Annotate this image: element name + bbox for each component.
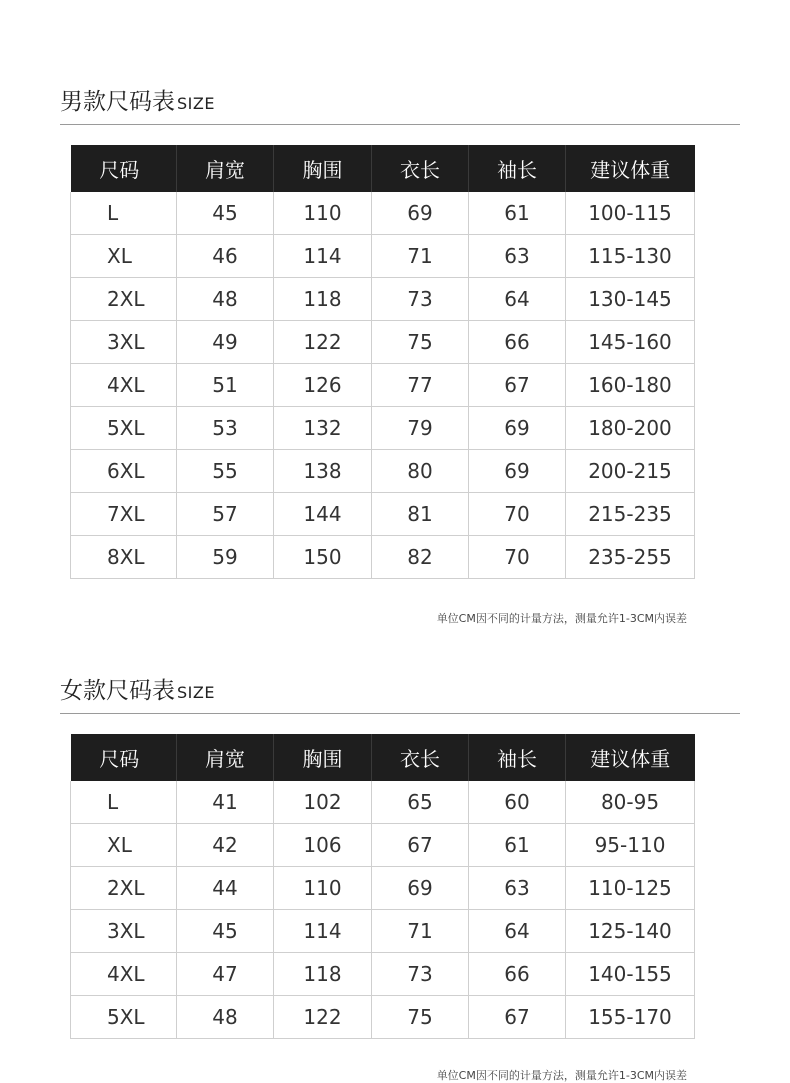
measurement-cell: 73 xyxy=(372,953,469,996)
measurement-cell: 79 xyxy=(372,407,469,450)
measurement-cell: 69 xyxy=(372,192,469,235)
measurement-cell: 130-145 xyxy=(566,278,695,321)
measurement-cell: 55 xyxy=(177,450,274,493)
size-label-cell: L xyxy=(71,781,177,824)
measurement-cell: 75 xyxy=(372,996,469,1039)
size-label-cell: L xyxy=(71,192,177,235)
column-header: 衣长 xyxy=(372,734,469,781)
measurement-cell: 69 xyxy=(469,407,566,450)
table-row xyxy=(71,996,695,1039)
measurement-cell: 200-215 xyxy=(566,450,695,493)
measurement-cell: 67 xyxy=(469,364,566,407)
size-label-cell: XL xyxy=(71,235,177,278)
size-label-cell: 4XL xyxy=(71,953,177,996)
table-row xyxy=(71,407,695,450)
size-label-cell: 2XL xyxy=(71,867,177,910)
measurement-cell: 46 xyxy=(177,235,274,278)
women-title-divider xyxy=(60,713,740,714)
size-label-cell: 8XL xyxy=(71,536,177,579)
column-header: 建议体重 xyxy=(566,145,695,192)
men-title-text: 男款尺码表 xyxy=(60,89,175,115)
size-label-cell: 3XL xyxy=(71,910,177,953)
size-label-cell: 6XL xyxy=(71,450,177,493)
column-header: 胸围 xyxy=(274,145,372,192)
women-size-table xyxy=(70,734,695,1039)
measurement-cell: 57 xyxy=(177,493,274,536)
column-header: 肩宽 xyxy=(177,145,274,192)
measurement-cell: 140-155 xyxy=(566,953,695,996)
table-row xyxy=(71,235,695,278)
women-title-suffix: SIZE xyxy=(177,683,215,702)
size-label-cell: 5XL xyxy=(71,996,177,1039)
measurement-cell: 138 xyxy=(274,450,372,493)
measurement-cell: 63 xyxy=(469,235,566,278)
measurement-cell: 81 xyxy=(372,493,469,536)
measurement-cell: 63 xyxy=(469,867,566,910)
measurement-cell: 110 xyxy=(274,867,372,910)
measurement-cell: 106 xyxy=(274,824,372,867)
measurement-cell: 61 xyxy=(469,192,566,235)
measurement-cell: 122 xyxy=(274,321,372,364)
measurement-cell: 150 xyxy=(274,536,372,579)
measurement-cell: 80 xyxy=(372,450,469,493)
table-row xyxy=(71,192,695,235)
measurement-cell: 160-180 xyxy=(566,364,695,407)
measurement-cell: 110 xyxy=(274,192,372,235)
women-size-title xyxy=(60,676,215,706)
column-header: 尺码 xyxy=(71,145,177,192)
measurement-cell: 67 xyxy=(372,824,469,867)
measurement-cell: 155-170 xyxy=(566,996,695,1039)
measurement-cell: 144 xyxy=(274,493,372,536)
men-size-table xyxy=(70,145,695,579)
measurement-cell: 110-125 xyxy=(566,867,695,910)
measurement-cell: 47 xyxy=(177,953,274,996)
measurement-cell: 145-160 xyxy=(566,321,695,364)
measurement-cell: 53 xyxy=(177,407,274,450)
measurement-cell: 77 xyxy=(372,364,469,407)
measurement-cell: 122 xyxy=(274,996,372,1039)
measurement-cell: 71 xyxy=(372,910,469,953)
table-row xyxy=(71,953,695,996)
column-header: 胸围 xyxy=(274,734,372,781)
measurement-cell: 95-110 xyxy=(566,824,695,867)
measurement-cell: 114 xyxy=(274,235,372,278)
women-table-body xyxy=(71,781,695,1039)
measurement-cell: 66 xyxy=(469,953,566,996)
men-size-title xyxy=(60,87,215,117)
women-table-header xyxy=(71,734,695,781)
women-measurement-note: 单位CM因不同的计量方法，测量允许1-3CM内误差 xyxy=(436,1069,687,1082)
measurement-cell: 45 xyxy=(177,192,274,235)
table-header-row xyxy=(71,734,695,781)
measurement-cell: 42 xyxy=(177,824,274,867)
measurement-cell: 65 xyxy=(372,781,469,824)
measurement-cell: 73 xyxy=(372,278,469,321)
measurement-cell: 69 xyxy=(372,867,469,910)
measurement-cell: 114 xyxy=(274,910,372,953)
table-header-row xyxy=(71,145,695,192)
table-row xyxy=(71,867,695,910)
measurement-cell: 215-235 xyxy=(566,493,695,536)
measurement-cell: 180-200 xyxy=(566,407,695,450)
measurement-cell: 66 xyxy=(469,321,566,364)
measurement-cell: 235-255 xyxy=(566,536,695,579)
size-label-cell: 4XL xyxy=(71,364,177,407)
measurement-cell: 115-130 xyxy=(566,235,695,278)
measurement-cell: 59 xyxy=(177,536,274,579)
measurement-cell: 75 xyxy=(372,321,469,364)
measurement-cell: 80-95 xyxy=(566,781,695,824)
measurement-cell: 64 xyxy=(469,910,566,953)
table-row xyxy=(71,321,695,364)
measurement-cell: 45 xyxy=(177,910,274,953)
table-row xyxy=(71,364,695,407)
measurement-cell: 48 xyxy=(177,278,274,321)
measurement-cell: 48 xyxy=(177,996,274,1039)
men-title-divider xyxy=(60,124,740,125)
table-row xyxy=(71,781,695,824)
table-row xyxy=(71,910,695,953)
measurement-cell: 132 xyxy=(274,407,372,450)
measurement-cell: 100-115 xyxy=(566,192,695,235)
column-header: 衣长 xyxy=(372,145,469,192)
measurement-cell: 60 xyxy=(469,781,566,824)
measurement-cell: 44 xyxy=(177,867,274,910)
size-label-cell: 2XL xyxy=(71,278,177,321)
measurement-cell: 118 xyxy=(274,953,372,996)
column-header: 袖长 xyxy=(469,734,566,781)
measurement-cell: 41 xyxy=(177,781,274,824)
measurement-cell: 64 xyxy=(469,278,566,321)
size-label-cell: 5XL xyxy=(71,407,177,450)
men-table-header xyxy=(71,145,695,192)
column-header: 袖长 xyxy=(469,145,566,192)
men-title-suffix: SIZE xyxy=(177,94,215,113)
measurement-cell: 71 xyxy=(372,235,469,278)
size-label-cell: 7XL xyxy=(71,493,177,536)
measurement-cell: 51 xyxy=(177,364,274,407)
measurement-cell: 70 xyxy=(469,536,566,579)
measurement-cell: 70 xyxy=(469,493,566,536)
measurement-cell: 126 xyxy=(274,364,372,407)
table-row xyxy=(71,536,695,579)
table-row xyxy=(71,450,695,493)
table-row xyxy=(71,824,695,867)
table-row xyxy=(71,493,695,536)
table-row xyxy=(71,278,695,321)
measurement-cell: 69 xyxy=(469,450,566,493)
column-header: 建议体重 xyxy=(566,734,695,781)
column-header: 尺码 xyxy=(71,734,177,781)
size-label-cell: XL xyxy=(71,824,177,867)
men-measurement-note: 单位CM因不同的计量方法，测量允许1-3CM内误差 xyxy=(436,612,687,625)
women-title-text: 女款尺码表 xyxy=(60,678,175,704)
measurement-cell: 118 xyxy=(274,278,372,321)
measurement-cell: 61 xyxy=(469,824,566,867)
measurement-cell: 82 xyxy=(372,536,469,579)
size-label-cell: 3XL xyxy=(71,321,177,364)
measurement-cell: 49 xyxy=(177,321,274,364)
measurement-cell: 125-140 xyxy=(566,910,695,953)
measurement-cell: 67 xyxy=(469,996,566,1039)
column-header: 肩宽 xyxy=(177,734,274,781)
men-table-body xyxy=(71,192,695,579)
measurement-cell: 102 xyxy=(274,781,372,824)
